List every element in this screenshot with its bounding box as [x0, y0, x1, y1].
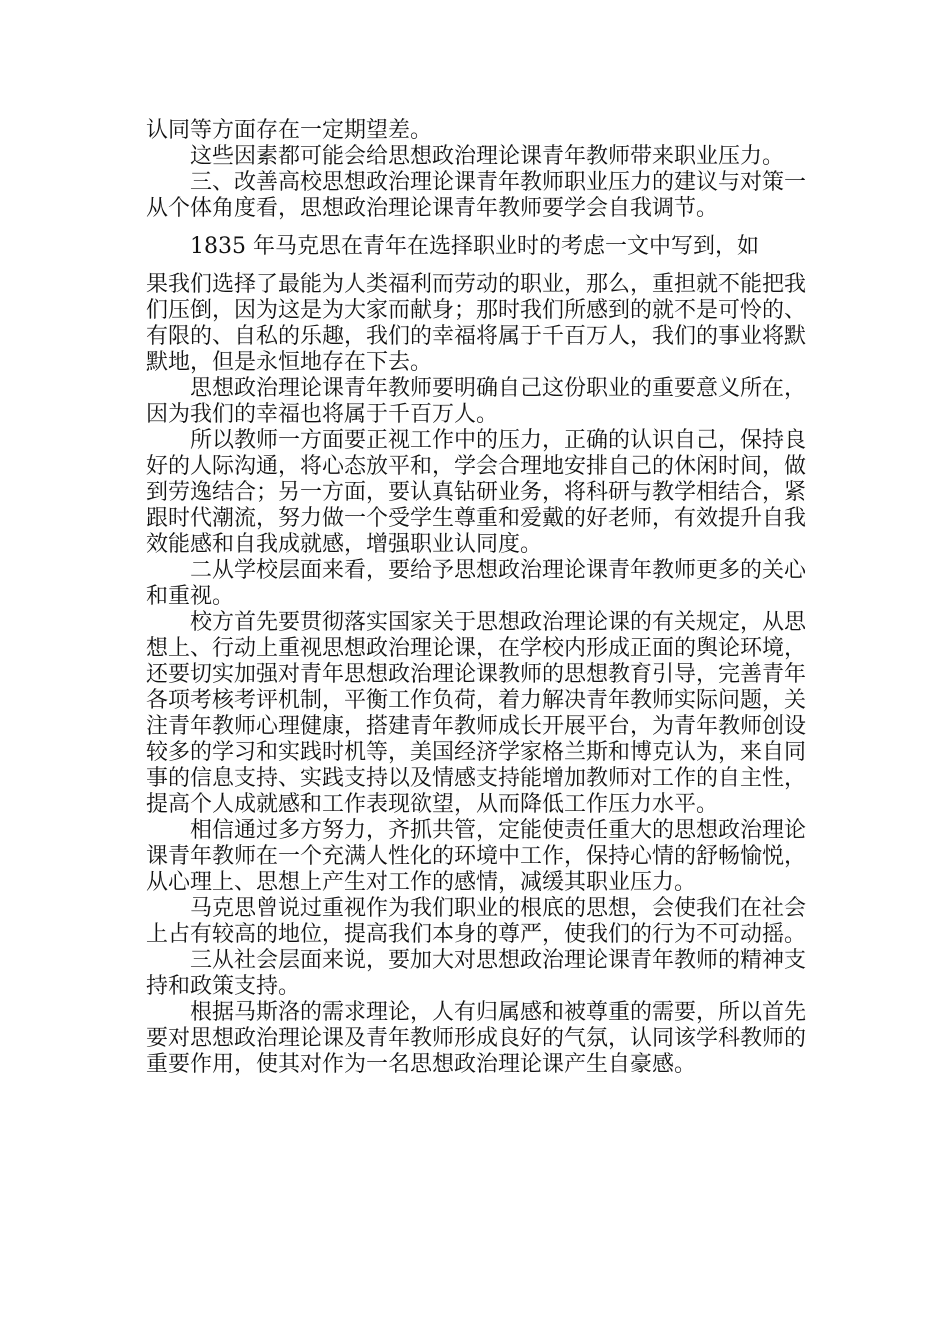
paragraph-5: 果我们选择了最能为人类福利而劳动的职业，那么，重担就不能把我们压倒，因为这是为大家而献身；那时我们所感到的就不是可怜的、有限的、自私的乐趣，我们的幸福将属于千百万人，我们的事业将默默地，但是永恒地存在下去。 — [146, 272, 807, 375]
paragraph-8: 二从学校层面来看，要给予思想政治理论课青年教师更多的关心和重视。 — [146, 558, 807, 609]
paragraph-13: 根据马斯洛的需求理论，人有归属感和被尊重的需要，所以首先要对思想政治理论课及青年教师形成良好的气氛，认同该学科教师的重要作用，使其对作为一名思想政治理论课产生自豪感。 — [146, 1000, 807, 1077]
document-body — [146, 118, 806, 1078]
paragraph-6: 思想政治理论课青年教师要明确自己这份职业的重要意义所在，因为我们的幸福也将属于千百万人。 — [146, 376, 807, 427]
paragraph-11: 马克思曾说过重视作为我们职业的根底的思想，会使我们在社会上占有较高的地位，提高我们本身的尊严，使我们的行为不可动摇。 — [146, 896, 807, 947]
paragraph-9: 校方首先要贯彻落实国家关于思想政治理论课的有关规定，从思想上、行动上重视思想政治理论课，在学校内形成正面的舆论环境，还要切实加强对青年思想政治理论课教师的思想教育引导，完善青年各项考核考评机制，平衡工作负荷，着力解决青年教师实际问题，关注青年教师心理健康，搭建青年教师成长开展平台，为青年教师创设较多的学习和实践时机等，美国经济学家格兰斯和博克认为，来自同事的信息支持、实践支持以及情感支持能增加教师对工作的自主性，提高个人成就感和工作表现欲望，从而降低工作压力水平。 — [146, 610, 807, 817]
paragraph-4: 1835 年马克思在青年在选择职业时的考虑一文中写到，如 — [190, 234, 759, 259]
paragraph-2: 这些因素都可能会给思想政治理论课青年教师带来职业压力。 — [190, 144, 785, 169]
paragraph-10: 相信通过多方努力，齐抓共管，定能使责任重大的思想政治理论课青年教师在一个充满人性化的环境中工作，保持心情的舒畅愉悦，从心理上、思想上产生对工作的感情，减缓其职业压力。 — [146, 818, 807, 895]
paragraph-12: 三从社会层面来说，要加大对思想政治理论课青年教师的精神支持和政策支持。 — [146, 948, 807, 999]
paragraph-7: 所以教师一方面要正视工作中的压力，正确的认识自己，保持良好的人际沟通，将心态放平和，学会合理地安排自己的休闲时间，做到劳逸结合；另一方面，要认真钻研业务，将科研与教学相结合，紧跟时代潮流，努力做一个受学生尊重和爱戴的好老师，有效提升自我效能感和自我成就感，增强职业认同度。 — [146, 428, 807, 557]
paragraph-3: 三、改善高校思想政治理论课青年教师职业压力的建议与对策一从个体角度看，思想政治理论课青年教师要学会自我调节。 — [146, 170, 807, 221]
paragraph-1: 认同等方面存在一定期望差。 — [146, 118, 433, 143]
